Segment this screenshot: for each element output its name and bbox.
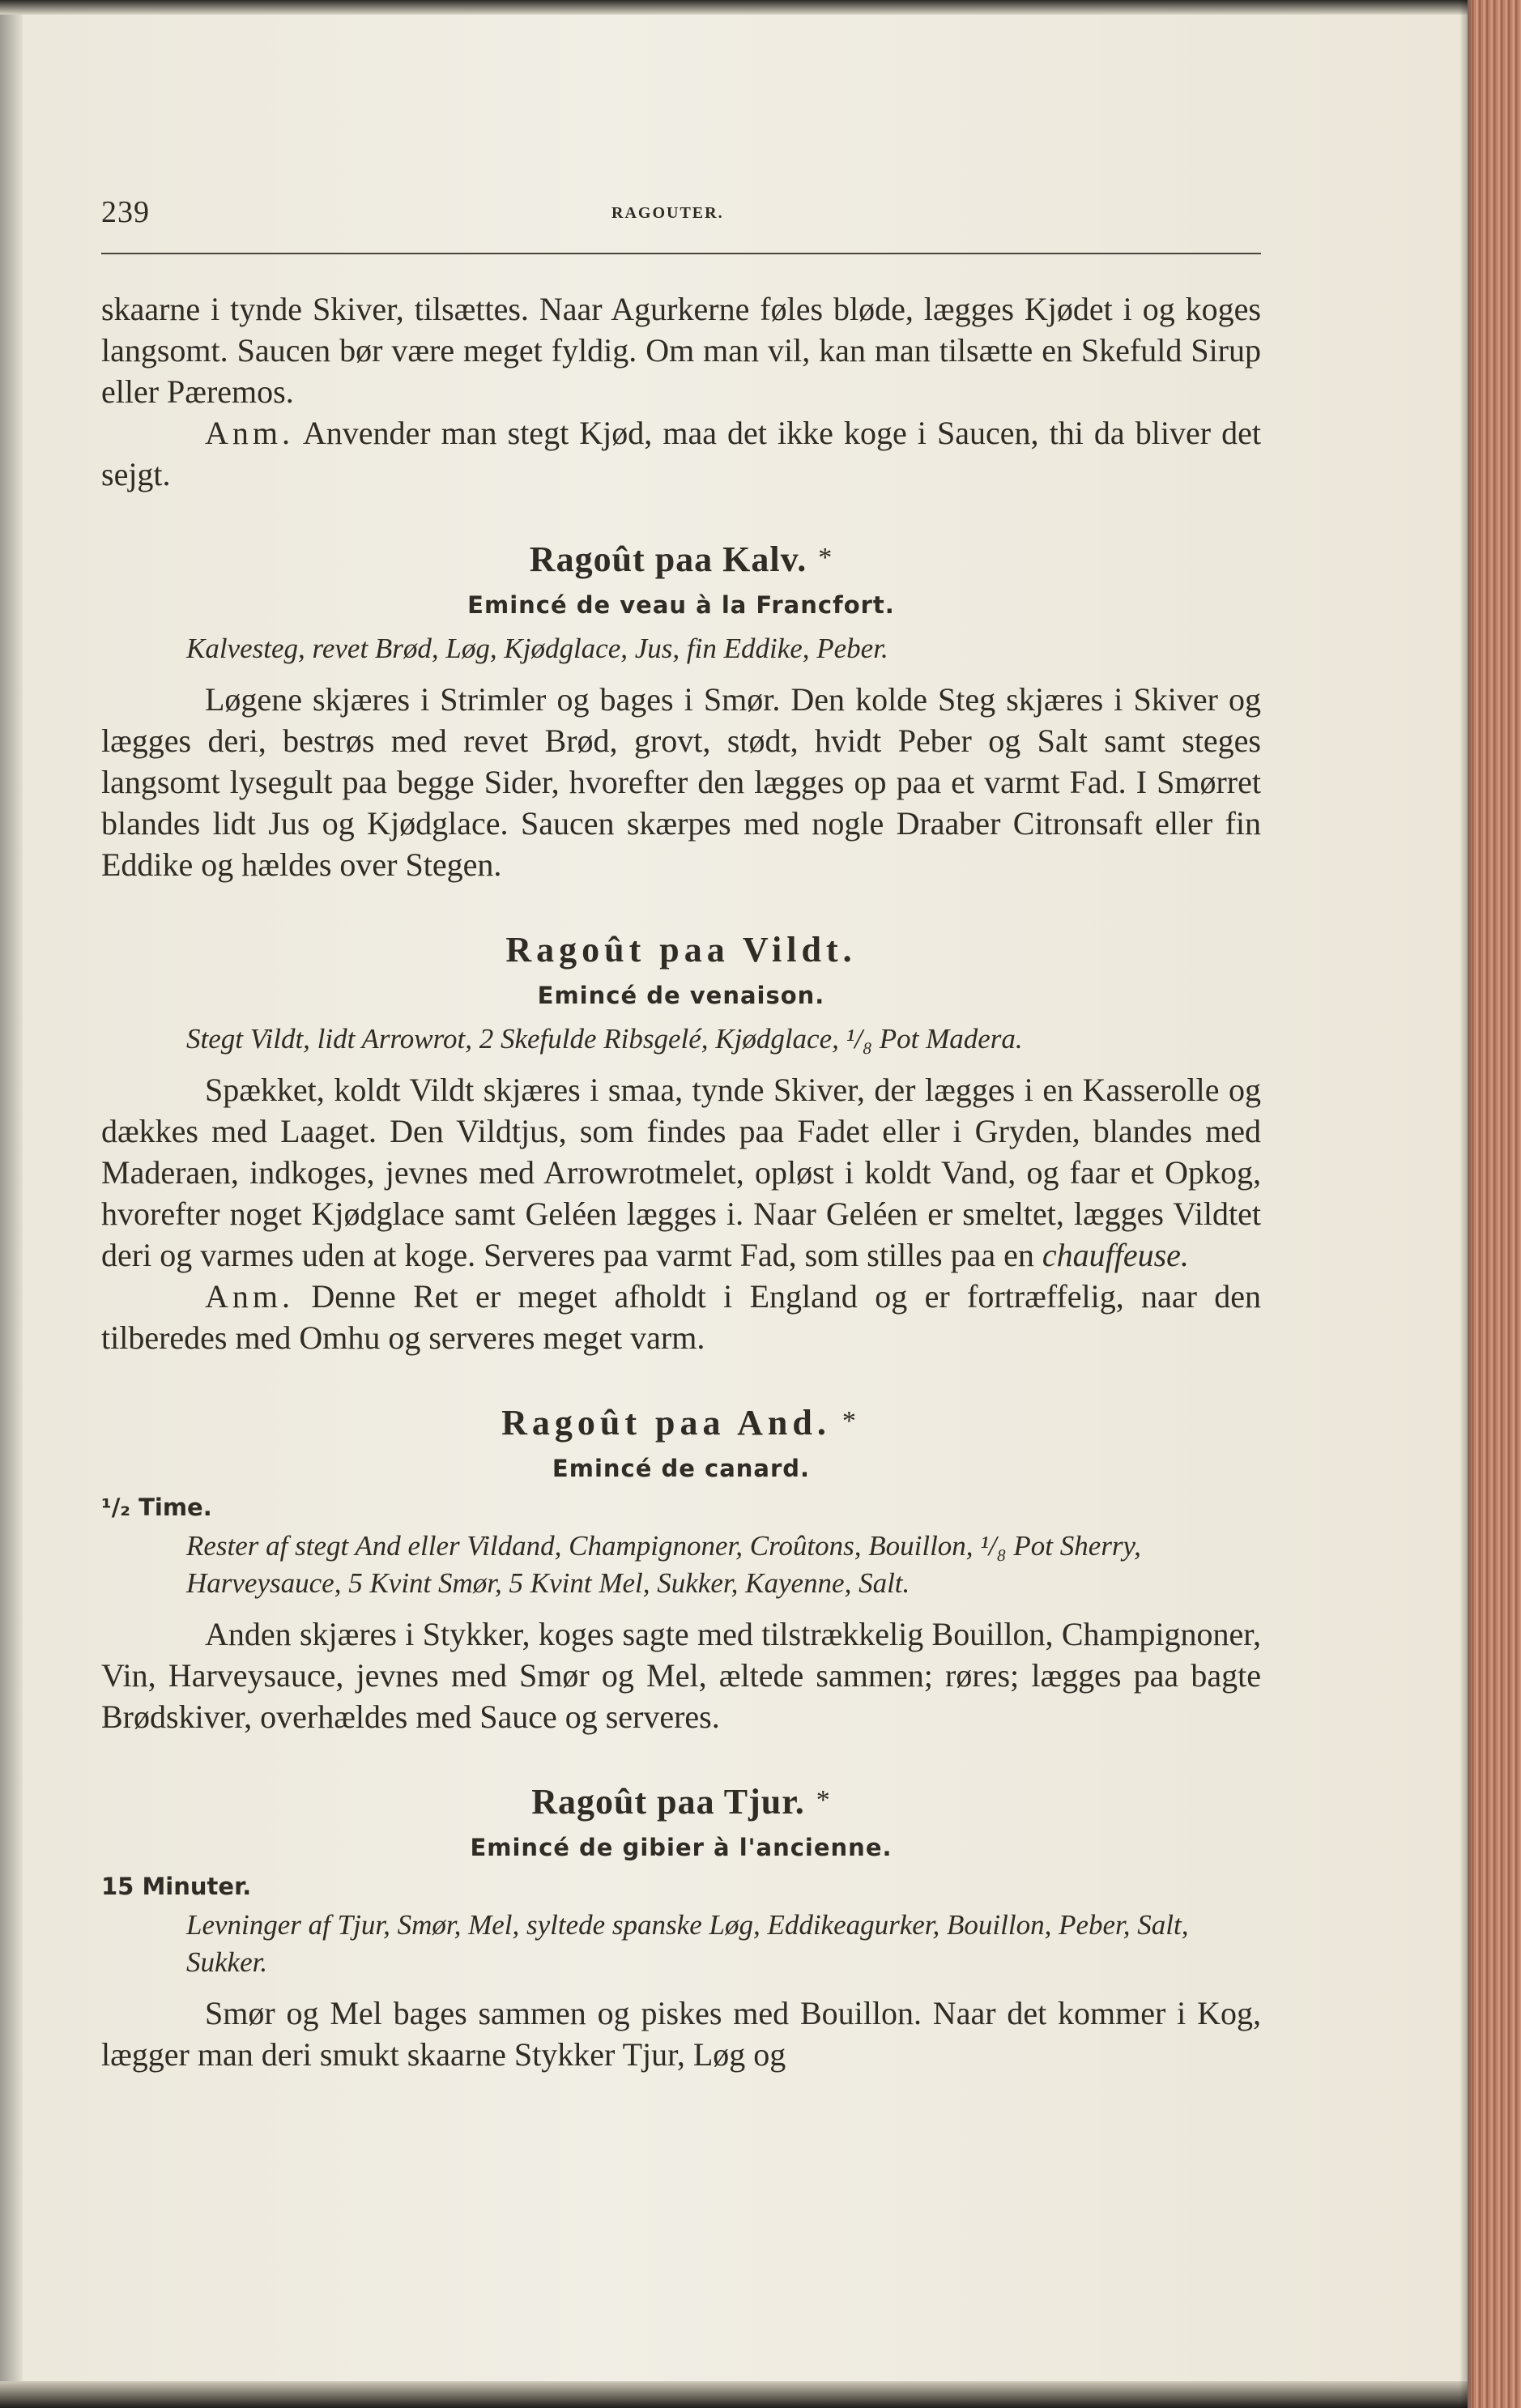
- book-top-edge: [0, 0, 1521, 15]
- french-title: Emincé de venaison.: [537, 982, 825, 1009]
- recipe-body: Løgene skjæres i Strimler og bages i Smør. Den kolde Steg skjæres i Skiver og lægges deri, bestrøs med revet Brød, grovt, stødt, hvidt Peber og Salt samt steges langsomt lysegult paa begge Sider, hvorefter den lægges op paa et varmt Fad. I Smørret blandes lidt Jus og Kjødglace. Saucen skærpes med nogle Draaber Citronsaft eller fin Eddike og hældes over Stegen.: [101, 681, 1261, 883]
- recipe-body: Smør og Mel bages sammen og piskes med Bouillon. Naar det kommer i Kog, lægger man deri smukt skaarne Stykker Tjur, Løg og: [101, 1995, 1261, 2073]
- recipe-tjur: [101, 1781, 1261, 2075]
- recipe-kalv: [101, 539, 1261, 885]
- anm-text: Denne Ret er meget afholdt i England og er fortræffelig, naar den tilberedes med Omhu og serveres meget varm.: [101, 1278, 1261, 1356]
- recipe-title-text: Ragoût paa Tjur.: [531, 1782, 805, 1822]
- intro-text: skaarne i tynde Skiver, tilsættes. Naar Agurkerne føles bløde, lægges Kjødet i og koges langsomt. Saucen bør være meget fyldig. Om man vil, kan man tilsætte en Skefuld Sirup eller Pæremos.: [101, 291, 1261, 410]
- page-content: [101, 288, 1261, 2075]
- book-gutter-shadow: [0, 0, 23, 2408]
- ingredients: Kalvesteg, revet Brød, Løg, Kjødglace, Jus, fin Eddike, Peber.: [186, 633, 888, 664]
- recipe-body-italic: chauffeuse.: [1042, 1237, 1189, 1273]
- running-head: RAGOUTER.: [611, 204, 724, 222]
- ingredients: Rester af stegt And eller Vildand, Champignoner, Croûtons, Bouillon, ¹/₈ Pot Sherry, Harveysauce, 5 Kvint Smør, 5 Kvint Mel, Sukker, Kayenne, Salt.: [186, 1530, 1141, 1599]
- star-marker: *: [818, 543, 833, 573]
- anm-label: Anm.: [205, 415, 294, 451]
- recipe-body: [101, 1069, 1261, 1276]
- recipe-body: Anden skjæres i Stykker, koges sagte med tilstrækkelig Bouillon, Champignoner, Vin, Harveysauce, jevnes med Smør og Mel, æltede sammen; røres; lægges paa bagte Brødskiver, overhældes med Sauce og serveres.: [101, 1616, 1261, 1735]
- book-bottom-edge: [0, 2381, 1521, 2408]
- header-rule: [101, 253, 1261, 254]
- page-header: [101, 194, 1259, 243]
- recipe-title-text: Ragoût paa Vildt.: [505, 930, 857, 970]
- intro-paragraph: [101, 288, 1261, 412]
- ingredients: Levninger af Tjur, Smør, Mel, syltede spanske Løg, Eddikeagurker, Bouillon, Peber, Salt, Sukker.: [186, 1909, 1189, 1978]
- time-label: 15 Minuter.: [101, 1873, 252, 1900]
- recipe-title-text: Ragoût paa And.: [501, 1403, 831, 1443]
- recipe-note: [101, 1276, 1261, 1358]
- french-row: [101, 1455, 1261, 1521]
- star-marker: *: [816, 1785, 831, 1815]
- recipe-title: [101, 539, 1261, 580]
- french-title: Emincé de canard.: [552, 1455, 811, 1482]
- anm-text: Anvender man stegt Kjød, maa det ikke koge i Saucen, thi da bliver det sejgt.: [101, 415, 1261, 492]
- page-number: 239: [101, 195, 150, 229]
- time-label: ¹/₂ Time.: [101, 1494, 212, 1521]
- intro-note: [101, 412, 1261, 495]
- recipe-title: [101, 929, 1261, 970]
- star-marker: *: [841, 1406, 861, 1436]
- french-title: Emincé de gibier à l'ancienne.: [470, 1834, 893, 1861]
- anm-label: Anm.: [205, 1278, 294, 1315]
- ingredients: Stegt Vildt, lidt Arrowrot, 2 Skefulde Ribsgelé, Kjødglace, ¹/₈ Pot Madera.: [186, 1023, 1023, 1055]
- recipe-and: [101, 1402, 1261, 1737]
- recipe-title: [101, 1402, 1261, 1443]
- recipe-vildt: [101, 929, 1261, 1358]
- recipe-title-text: Ragoût paa Kalv.: [529, 539, 807, 579]
- recipe-title: [101, 1781, 1261, 1822]
- french-title: Emincé de veau à la Francfort.: [467, 591, 895, 619]
- recipe-body-text: Spækket, koldt Vildt skjæres i smaa, tynde Skiver, der lægges i en Kasserolle og dækkes med Laaget. Den Vildtjus, som findes paa Fadet eller i Gryden, blandes med Maderaen, indkoges, jevnes med Arrowrotmelet, opløst i koldt Vand, og faar et Opkog, hvorefter noget Kjødglace samt Geléen lægges i. Naar Geléen er smeltet, lægges Vildtet deri og varmes uden at koge. Serveres paa varmt Fad, som stilles paa en: [101, 1072, 1261, 1273]
- page-edges-fore-edge: [1468, 0, 1521, 2408]
